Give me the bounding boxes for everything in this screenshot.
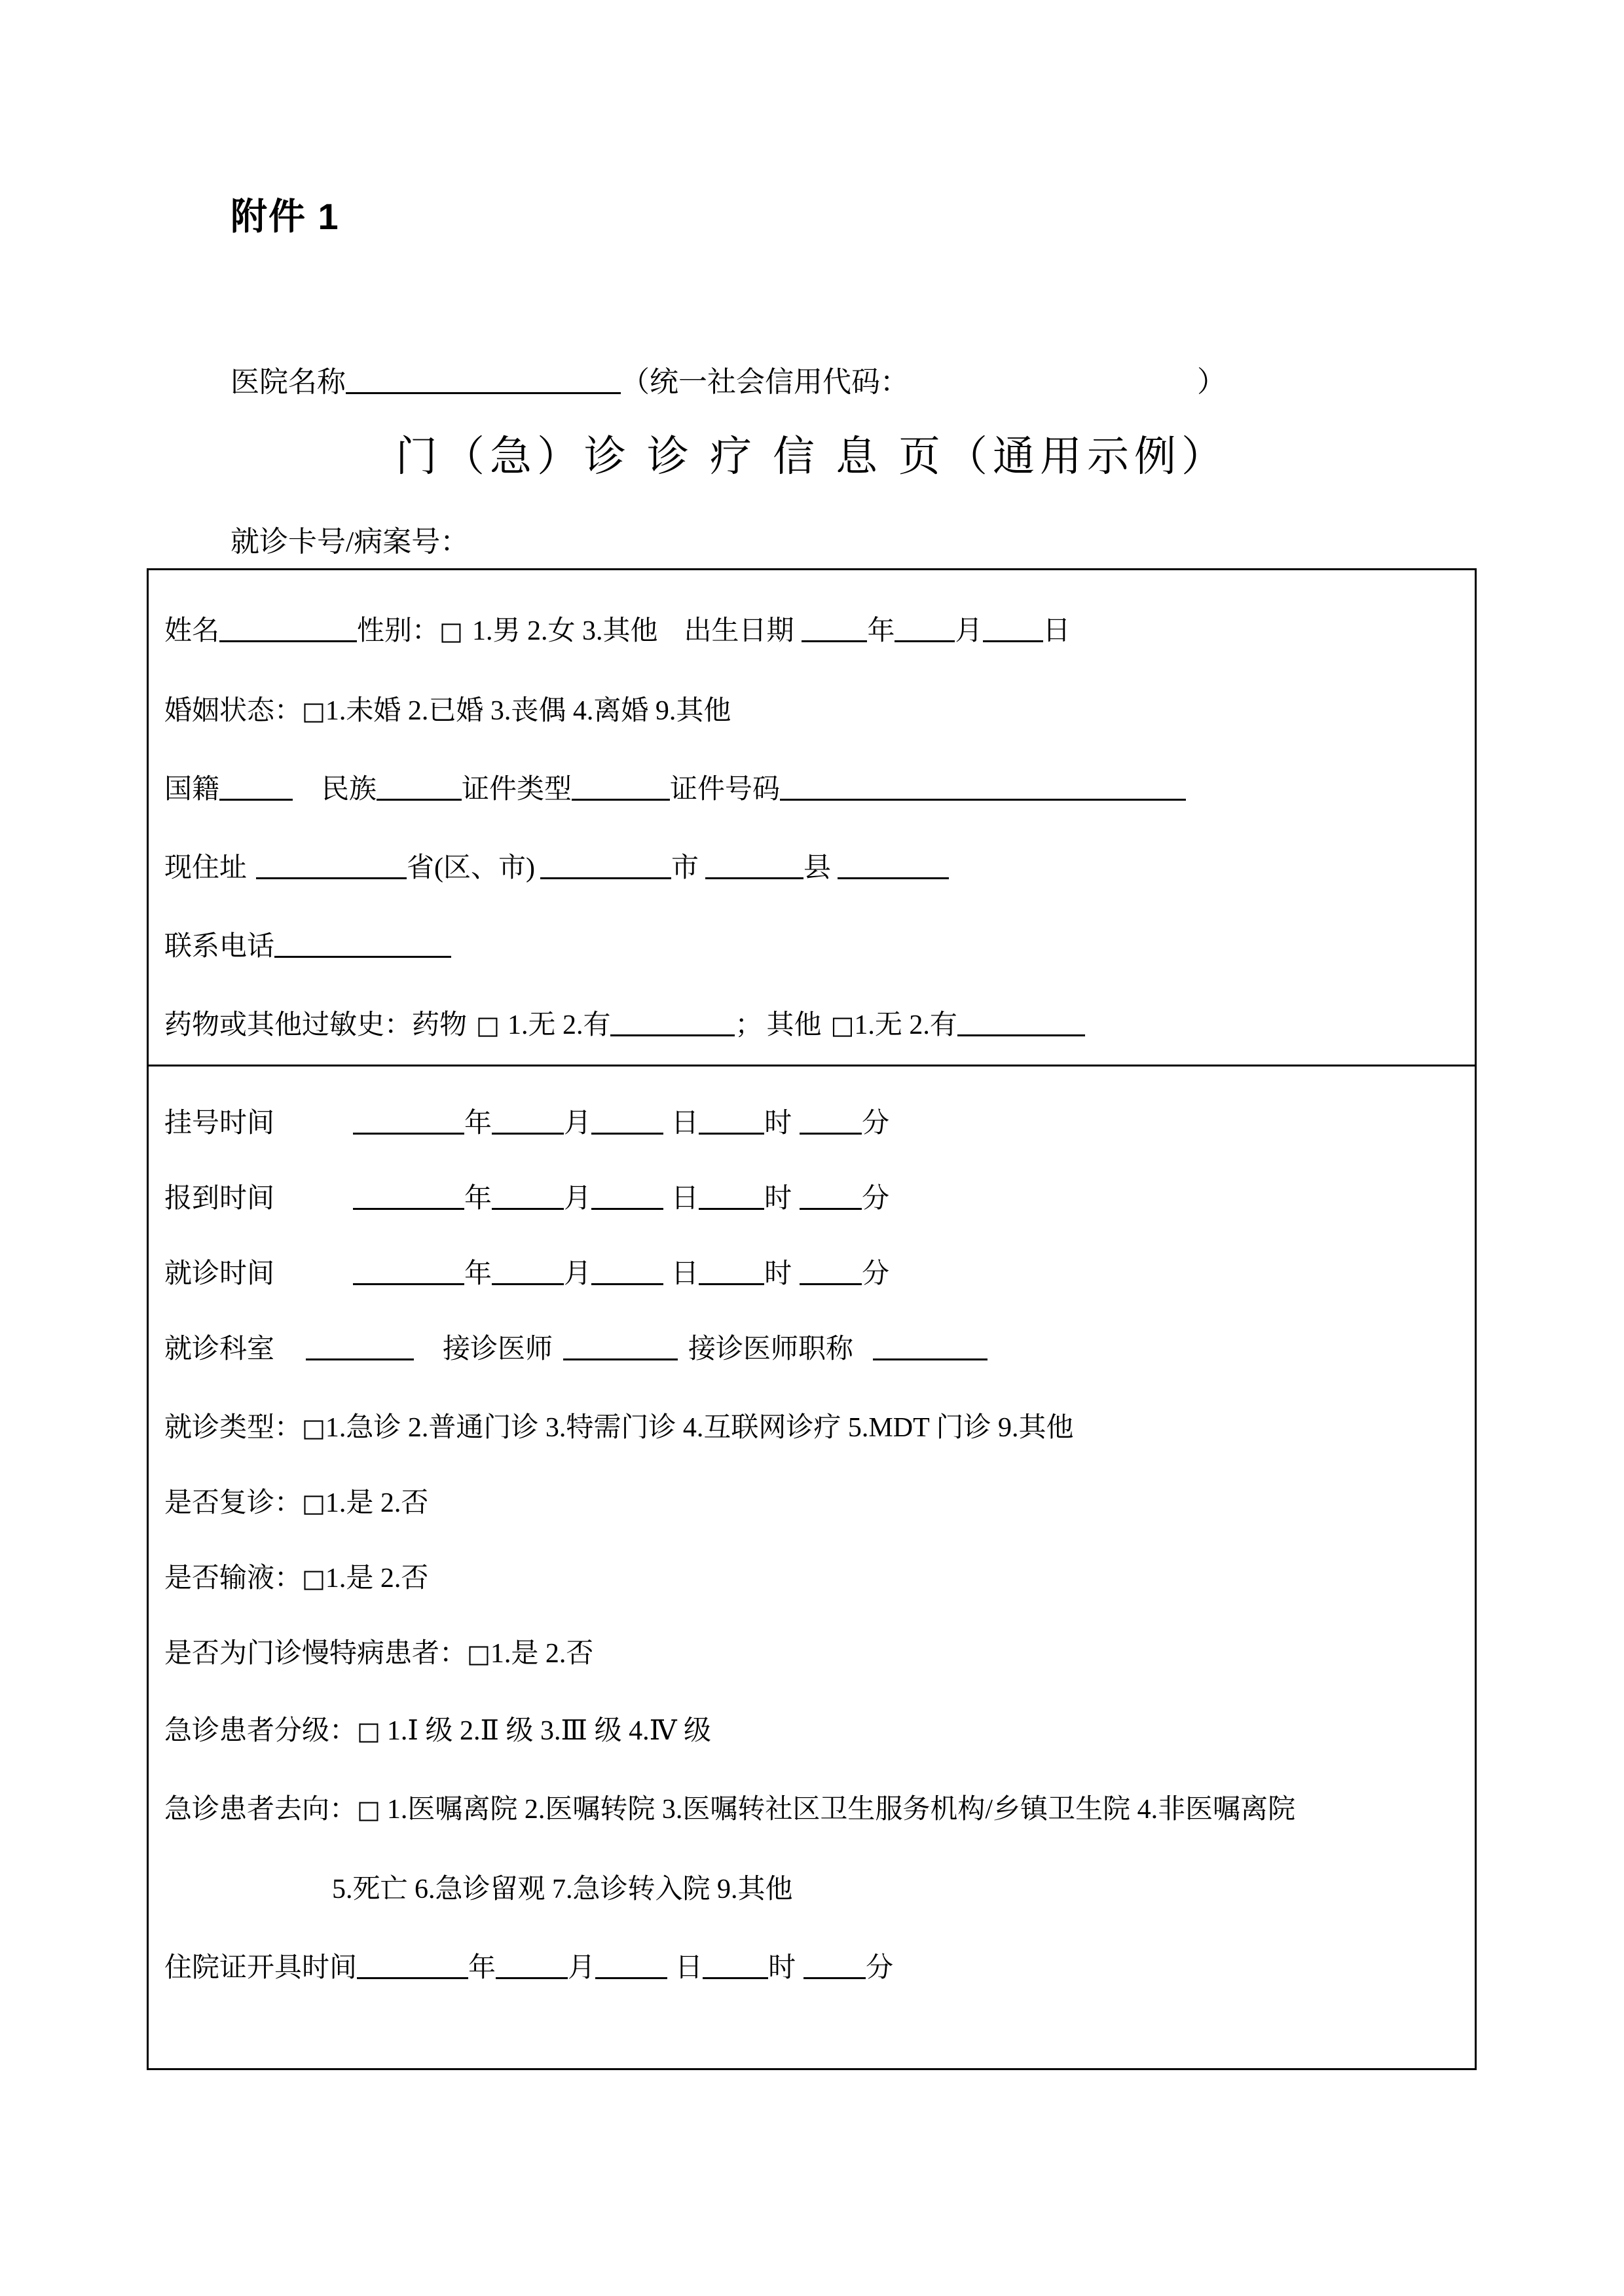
gender-options: 1.男 2.女 3.其他 xyxy=(471,616,658,646)
consult-hour-blank[interactable] xyxy=(699,1283,764,1285)
triage-label: 急诊患者分级： xyxy=(164,1716,358,1746)
consult-time-label: 就诊时间 xyxy=(164,1259,275,1289)
row-marital-status xyxy=(149,695,1475,727)
checkbox-destination-icon[interactable]: □ xyxy=(357,1795,380,1824)
admission-day-unit: 日 xyxy=(675,1953,703,1983)
nationality-label: 国籍 xyxy=(164,774,220,805)
register-hour-unit: 时 xyxy=(764,1108,792,1139)
birth-year-unit: 年 xyxy=(867,616,895,646)
admission-month-unit: 月 xyxy=(568,1953,596,1983)
checkbox-allergy-drug-icon[interactable]: □ xyxy=(476,1011,500,1040)
doctor-title-blank[interactable] xyxy=(873,1358,987,1360)
checkbox-marital-icon[interactable]: □ xyxy=(302,697,325,725)
admission-hour-unit: 时 xyxy=(768,1953,796,1983)
register-minute-unit: 分 xyxy=(862,1108,890,1139)
consult-minute-unit: 分 xyxy=(862,1259,890,1289)
ethnicity-blank[interactable] xyxy=(377,799,462,801)
gender-label: 性别： xyxy=(357,616,440,646)
destination-options-line1: 1.医嘱离院 2.医嘱转院 3.医嘱转社区卫生服务机构/乡镇卫生院 4.非医嘱离院 xyxy=(386,1795,1296,1825)
consult-month-blank[interactable] xyxy=(492,1283,564,1285)
row-allergy xyxy=(149,1009,1475,1042)
department-blank[interactable] xyxy=(306,1358,414,1360)
birth-day-unit: 日 xyxy=(1043,616,1071,646)
admission-month-blank[interactable] xyxy=(496,1977,568,1979)
row-infusion xyxy=(149,1562,1475,1595)
birth-day-blank[interactable] xyxy=(983,640,1043,642)
address-province-unit: 省(区、市) xyxy=(407,853,535,883)
row-department-doctor xyxy=(149,1333,1475,1366)
arrival-time-label: 报到时间 xyxy=(164,1184,275,1214)
register-hour-blank[interactable] xyxy=(699,1133,764,1135)
consult-minute-blank[interactable] xyxy=(800,1283,862,1285)
register-time-label: 挂号时间 xyxy=(164,1108,275,1139)
checkbox-chronic-icon[interactable]: □ xyxy=(467,1639,490,1668)
hospital-name-label: 医院名称 xyxy=(231,366,346,398)
checkbox-allergy-other-icon[interactable]: □ xyxy=(830,1011,855,1040)
row-phone xyxy=(149,930,1475,963)
consult-month-unit: 月 xyxy=(564,1259,592,1289)
allergy-other-options: 1.无 2.有 xyxy=(854,1010,957,1040)
admission-note-label: 住院证开具时间 xyxy=(164,1953,358,1983)
arrival-day-blank[interactable] xyxy=(591,1208,663,1210)
marital-status-label: 婚姻状态： xyxy=(164,696,303,726)
consult-year-blank[interactable] xyxy=(353,1283,464,1285)
name-blank[interactable] xyxy=(219,640,357,642)
department-label: 就诊科室 xyxy=(164,1334,275,1364)
admission-hour-blank[interactable] xyxy=(703,1977,768,1979)
doctor-label: 接诊医师 xyxy=(443,1334,553,1364)
arrival-day-unit: 日 xyxy=(671,1184,699,1214)
row-name-gender-birth xyxy=(149,615,1475,647)
revisit-label: 是否复诊： xyxy=(164,1488,303,1518)
row-triage-level xyxy=(149,1715,1475,1747)
birth-month-blank[interactable] xyxy=(895,640,955,642)
nationality-blank[interactable] xyxy=(219,799,293,801)
checkbox-visit-type-icon[interactable]: □ xyxy=(302,1413,325,1442)
name-label: 姓名 xyxy=(164,616,220,646)
allergy-drug-label: 药物 xyxy=(412,1010,468,1040)
allergy-other-label: 其他 xyxy=(766,1010,822,1040)
register-day-blank[interactable] xyxy=(591,1133,663,1135)
revisit-options: 1.是 2.否 xyxy=(325,1488,429,1518)
row-identity xyxy=(149,773,1475,806)
hospital-name-line xyxy=(231,364,909,400)
arrival-minute-unit: 分 xyxy=(862,1184,890,1214)
admission-day-blank[interactable] xyxy=(595,1977,667,1979)
admission-year-blank[interactable] xyxy=(357,1977,468,1979)
birth-month-unit: 月 xyxy=(955,616,983,646)
phone-blank[interactable] xyxy=(274,956,451,958)
chronic-disease-label: 是否为门诊慢特病患者： xyxy=(164,1639,468,1669)
arrival-month-blank[interactable] xyxy=(492,1208,564,1210)
allergy-label: 药物或其他过敏史： xyxy=(164,1010,413,1040)
credit-code-paren-close: ） xyxy=(1197,366,1226,398)
infusion-options: 1.是 2.否 xyxy=(325,1563,429,1594)
page-title: 门（急）诊 诊 疗 信 息 页（通用示例） xyxy=(396,433,1228,480)
marital-status-options: 1.未婚 2.已婚 3.丧偶 4.离婚 9.其他 xyxy=(325,696,731,726)
checkbox-gender-icon[interactable]: □ xyxy=(439,617,463,646)
allergy-drug-blank[interactable] xyxy=(610,1034,735,1036)
address-city-unit: 市 xyxy=(671,853,699,883)
consult-year-unit: 年 xyxy=(464,1259,492,1289)
row-arrival-time xyxy=(149,1182,1475,1215)
allergy-separator: ； xyxy=(735,1010,763,1040)
hospital-name-blank[interactable] xyxy=(346,392,621,394)
arrival-hour-unit: 时 xyxy=(764,1184,792,1214)
register-minute-blank[interactable] xyxy=(800,1133,862,1135)
address-province-blank[interactable] xyxy=(256,877,407,879)
address-county-unit: 县 xyxy=(803,853,832,883)
card-number-line: 就诊卡号/病案号： xyxy=(231,526,470,558)
checkbox-infusion-icon[interactable]: □ xyxy=(302,1564,325,1593)
section-divider xyxy=(149,1065,1475,1066)
allergy-other-blank[interactable] xyxy=(957,1034,1085,1036)
address-city-blank[interactable] xyxy=(540,877,671,879)
doctor-blank[interactable] xyxy=(563,1358,678,1360)
arrival-year-blank[interactable] xyxy=(353,1208,464,1210)
arrival-hour-blank[interactable] xyxy=(699,1208,764,1210)
allergy-drug-options: 1.无 2.有 xyxy=(507,1010,611,1040)
row-destination-line1 xyxy=(149,1793,1475,1826)
phone-label: 联系电话 xyxy=(164,932,275,962)
register-year-unit: 年 xyxy=(464,1108,492,1139)
triage-options: 1.Ⅰ 级 2.Ⅱ 级 3.Ⅲ 级 4.Ⅳ 级 xyxy=(386,1716,712,1746)
id-type-label: 证件类型 xyxy=(462,774,572,805)
arrival-month-unit: 月 xyxy=(564,1184,592,1214)
ethnicity-label: 民族 xyxy=(322,774,377,805)
admission-minute-blank[interactable] xyxy=(803,1977,866,1979)
address-county-blank[interactable] xyxy=(705,877,803,879)
form-frame xyxy=(147,568,1477,2070)
id-number-label: 证件号码 xyxy=(670,774,781,805)
row-consult-time xyxy=(149,1258,1475,1290)
row-revisit xyxy=(149,1487,1475,1520)
attachment-label: 附件 1 xyxy=(231,196,340,237)
register-day-unit: 日 xyxy=(671,1108,699,1139)
birth-year-blank[interactable] xyxy=(802,640,867,642)
destination-options-line2: 5.死亡 6.急诊留观 7.急诊转入院 9.其他 xyxy=(332,1874,793,1904)
credit-code-label: （统一社会信用代码： xyxy=(621,366,909,398)
id-number-blank[interactable] xyxy=(780,799,1186,801)
row-address xyxy=(149,852,1475,884)
consult-hour-unit: 时 xyxy=(764,1259,792,1289)
doctor-title-label: 接诊医师职称 xyxy=(688,1334,854,1364)
address-label: 现住址 xyxy=(164,853,248,883)
consult-day-blank[interactable] xyxy=(591,1283,663,1285)
visit-type-label: 就诊类型： xyxy=(164,1413,303,1443)
row-register-time xyxy=(149,1107,1475,1140)
row-admission-note-time xyxy=(149,1952,1475,1984)
row-visit-type xyxy=(149,1412,1475,1444)
register-year-blank[interactable] xyxy=(353,1133,464,1135)
admission-minute-unit: 分 xyxy=(866,1953,894,1983)
checkbox-triage-icon[interactable]: □ xyxy=(357,1717,380,1745)
address-detail-blank[interactable] xyxy=(838,877,949,879)
consult-day-unit: 日 xyxy=(671,1259,699,1289)
row-destination-line2 xyxy=(149,1873,1475,1906)
admission-year-unit: 年 xyxy=(468,1953,496,1983)
infusion-label: 是否输液： xyxy=(164,1563,303,1594)
row-chronic-disease xyxy=(149,1637,1475,1670)
register-month-unit: 月 xyxy=(564,1108,592,1139)
destination-label: 急诊患者去向： xyxy=(164,1795,358,1825)
checkbox-revisit-icon[interactable]: □ xyxy=(302,1489,325,1518)
chronic-disease-options: 1.是 2.否 xyxy=(490,1639,594,1669)
birth-date-label: 出生日期 xyxy=(684,616,794,646)
register-month-blank[interactable] xyxy=(492,1133,564,1135)
arrival-year-unit: 年 xyxy=(464,1184,492,1214)
arrival-minute-blank[interactable] xyxy=(800,1208,862,1210)
id-type-blank[interactable] xyxy=(572,799,670,801)
visit-type-options: 1.急诊 2.普通门诊 3.特需门诊 4.互联网诊疗 5.MDT 门诊 9.其他 xyxy=(325,1413,1074,1443)
